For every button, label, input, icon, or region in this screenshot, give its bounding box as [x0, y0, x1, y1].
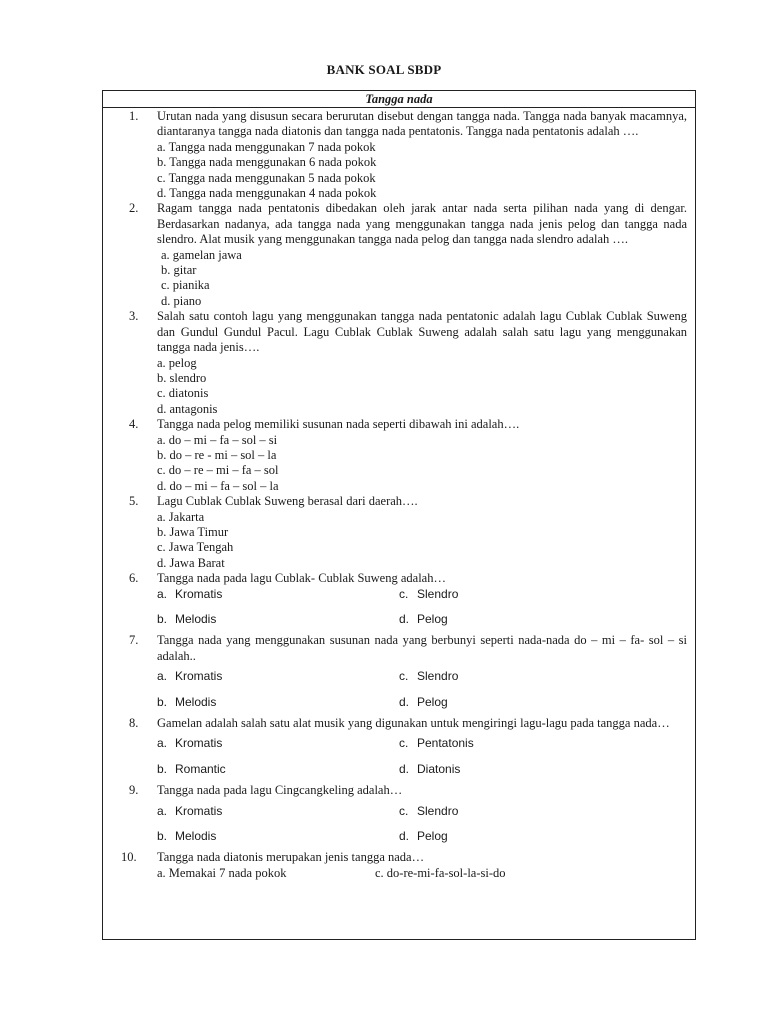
option: b. gitar [161, 263, 197, 278]
option: a. Kromatis [157, 669, 223, 684]
question-text: Tangga nada yang menggunakan susunan nada yang berbunyi seperti nada-nada do – mi – fa- sol – si adalah.. [157, 633, 687, 663]
option: a. pelog [157, 355, 197, 370]
question-text: Gamelan adalah salah satu alat musik yang digunakan untuk mengiringi lagu-lagu pada tangga nada… [157, 716, 670, 731]
option: d. antagonis [157, 401, 218, 416]
question-number: 2. [129, 201, 139, 216]
option: c. pianika [161, 278, 210, 293]
question-text: Urutan nada yang disusun secara berurutan disebut dengan tangga nada. Tangga nada banyak macamnya, diantaranya tangga nada diatonis dan tangga nada pentatonis. Tangga nada pentatonis adalah …. [157, 109, 687, 139]
question-3 [129, 309, 687, 417]
option: c. do-re-mi-fa-sol-la-si-do [375, 865, 506, 880]
option: b. Melodis [157, 829, 217, 844]
option: c. Jawa Tengah [157, 540, 234, 555]
question-text: Tangga nada pelog memiliki susunan nada seperti dibawah ini adalah…. [157, 417, 520, 432]
question-number: 5. [129, 494, 139, 509]
question-9 [129, 783, 687, 844]
option: b. Tangga nada menggunakan 6 nada pokok [157, 155, 377, 170]
question-4 [129, 417, 687, 494]
option: d. Pelog [399, 612, 448, 626]
question-list [103, 109, 695, 881]
option: c. Slendro [399, 803, 459, 818]
question-number: 7. [129, 633, 139, 648]
option: c. Tangga nada menggunakan 5 nada pokok [157, 170, 376, 185]
option: d. Jawa Barat [157, 555, 225, 570]
question-number: 1. [129, 109, 139, 123]
question-6 [129, 571, 687, 627]
question-7 [129, 633, 687, 710]
option: a. Kromatis [157, 736, 223, 751]
option: c. diatonis [157, 386, 209, 401]
option: d. do – mi – fa – sol – la [157, 478, 279, 493]
option: d. Pelog [399, 694, 448, 709]
section-heading: Tangga nada [103, 91, 695, 108]
question-2 [129, 201, 687, 309]
option: c. Slendro [399, 669, 459, 684]
question-text: Tangga nada diatonis merupakan jenis tangga nada… [157, 850, 425, 865]
question-text: Salah satu contoh lagu yang menggunakan tangga nada pentatonic adalah lagu Cublak Cublak Suweng dan Gundul Gundul Pacul. Lagu Cublak Cublak Suweng adalah salah satu lagu yang menggunakan tangga nada jenis…. [157, 309, 687, 355]
option: a. Memakai 7 nada pokok [157, 865, 287, 880]
option: d. Tangga nada menggunakan 4 nada pokok [157, 186, 377, 201]
question-number: 9. [129, 783, 139, 798]
option: b. Melodis [157, 694, 217, 709]
option: d. Pelog [399, 829, 448, 844]
question-text: Tangga nada pada lagu Cublak- Cublak Suweng adalah… [157, 571, 446, 586]
question-number: 10. [121, 850, 137, 865]
option: c. Pentatonis [399, 736, 474, 751]
question-number: 4. [129, 417, 139, 432]
question-table [102, 90, 696, 940]
question-text: Lagu Cublak Cublak Suweng berasal dari daerah…. [157, 494, 418, 509]
option: a. Kromatis [157, 803, 223, 818]
option: b. Romantic [157, 761, 226, 776]
option: a. Kromatis [157, 586, 223, 601]
question-10 [121, 850, 687, 881]
question-5 [129, 494, 687, 571]
option: b. Jawa Timur [157, 524, 229, 539]
option: d. Diatonis [399, 761, 461, 776]
option: a. gamelan jawa [161, 247, 242, 262]
question-1 [129, 109, 687, 201]
option: c. do – re – mi – fa – sol [157, 463, 279, 478]
document-title: BANK SOAL SBDP [326, 62, 442, 77]
question-number: 8. [129, 716, 139, 731]
option: a. do – mi – fa – sol – si [157, 432, 278, 447]
option: d. piano [161, 293, 202, 308]
option: b. Melodis [157, 612, 217, 626]
question-text: Tangga nada pada lagu Cingcangkeling adalah… [157, 783, 403, 798]
option: b. do – re - mi – sol – la [157, 447, 277, 462]
question-8 [129, 716, 687, 777]
option: a. Jakarta [157, 509, 205, 524]
question-number: 6. [129, 571, 139, 586]
option: b. slendro [157, 370, 207, 385]
question-number: 3. [129, 309, 139, 324]
question-text: Ragam tangga nada pentatonis dibedakan oleh jarak antar nada serta pilihan nada yang di dengar. Berdasarkan nadanya, ada tangga nada yang menggunakan tangga nada jenis pelog dan tangga nada slendro. Alat musik yang menggunakan tangga nada pelog dan tangga nada slendro adalah …. [157, 201, 687, 247]
option: a. Tangga nada menggunakan 7 nada pokok [157, 139, 376, 154]
option: c. Slendro [399, 586, 459, 601]
